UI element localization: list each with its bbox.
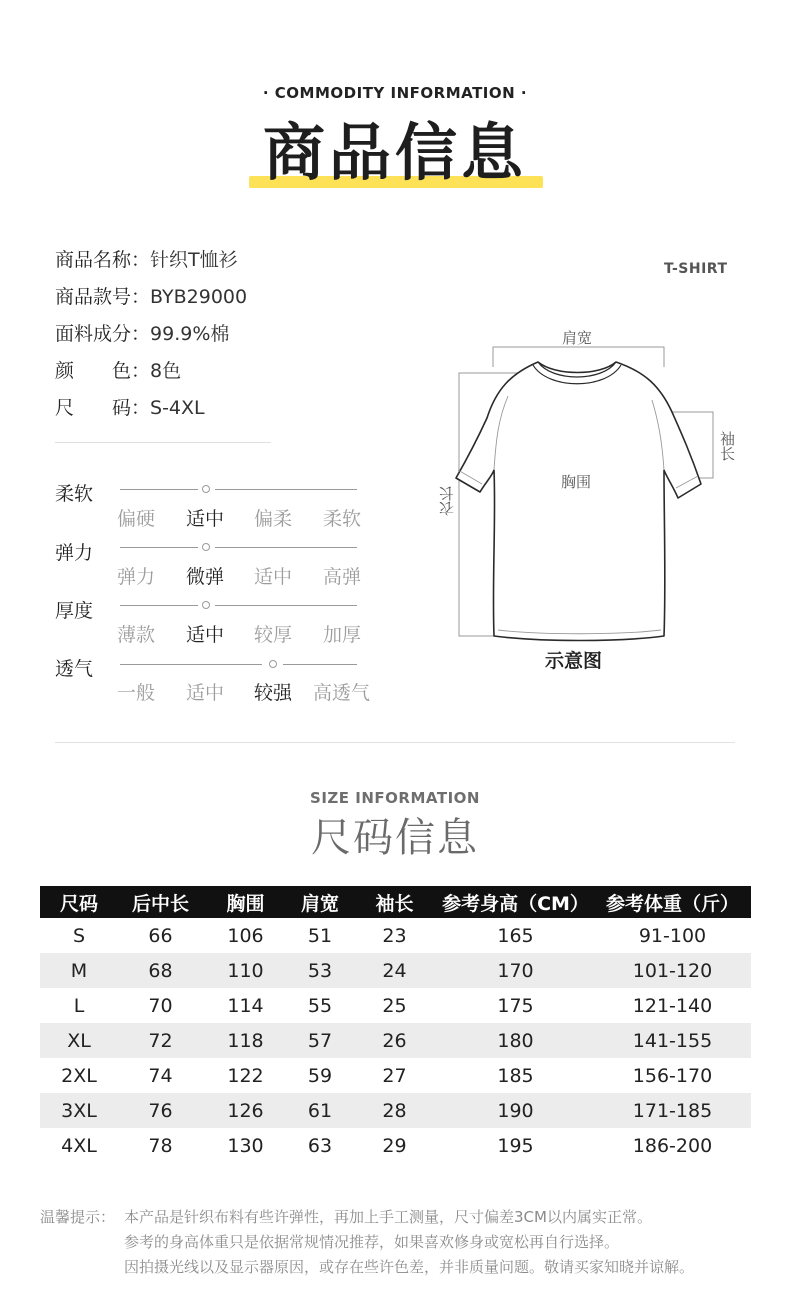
table-cell: 3XL [61,1099,97,1122]
thickness-option: 较厚 [254,624,293,646]
table-cell: 4XL [61,1134,97,1157]
table-cell: 25 [382,994,407,1017]
table-cell: 156-170 [632,1064,713,1087]
thickness-scale-marker [202,601,210,609]
table-cell: 186-200 [632,1134,713,1157]
elasticity-scale-line-right [215,547,357,548]
header-shoulder: 肩宽 [300,892,339,915]
breathability-option: 一般 [117,682,156,704]
table-cell: 141-155 [632,1029,713,1052]
softness-option: 偏柔 [254,508,293,530]
breathability-option: 适中 [186,682,225,704]
table-cell: 26 [382,1029,407,1052]
table-cell: 27 [382,1064,407,1087]
table-cell: 23 [382,924,407,947]
thickness-scale-line-right [215,605,357,606]
table-cell: 61 [307,1099,333,1122]
table-cell: 63 [307,1134,333,1157]
table-cell: 74 [148,1064,173,1087]
table-row [40,1128,751,1163]
table-cell: 106 [227,924,264,947]
thickness-title: 厚度 [55,600,94,622]
size-range-value: S-4XL [150,397,205,419]
table-cell: L [73,994,85,1017]
table-cell: 121-140 [632,994,713,1017]
table-cell: 28 [382,1099,407,1122]
section-divider [55,742,735,743]
elasticity-option: 高弹 [323,566,362,588]
table-row [40,1093,751,1128]
thickness-option: 加厚 [323,624,362,646]
breathability-scale-line-right [283,664,357,665]
softness-title: 柔软 [55,483,94,505]
softness-scale-line-left [120,489,198,490]
length-label: 衣长 [438,486,456,516]
fabric-label: 面料成分： [55,323,151,345]
header-chest: 胸围 [226,892,265,915]
table-cell: 66 [148,924,173,947]
table-cell: S [72,924,86,947]
thickness-scale-line-left [120,605,198,606]
elasticity-scale-line-left [120,547,198,548]
size-table-header [40,886,751,918]
size-table [40,886,751,1163]
table-cell: M [70,959,88,982]
thickness-option-selected: 适中 [186,624,225,646]
table-cell: 29 [382,1134,407,1157]
table-cell: 126 [227,1099,264,1122]
header-size: 尺码 [59,892,98,915]
table-row [40,953,751,988]
color-row [55,359,181,383]
shoulder-measure-line [493,347,664,367]
table-cell: 76 [148,1099,173,1122]
table-row [40,1058,751,1093]
product-name-row [55,248,238,272]
table-row [40,988,751,1023]
table-cell: 24 [382,959,407,982]
product-code-label: 商品款号： [55,286,151,308]
table-cell: 101-120 [632,959,713,982]
chest-label: 胸围 [561,473,592,491]
table-row [40,1023,751,1058]
softness-scale-marker [202,485,210,493]
fabric-value: 99.9%棉 [150,323,230,345]
fabric-row [55,322,229,346]
softness-option: 偏硬 [117,508,156,530]
header-sleeve: 袖长 [375,892,414,915]
table-cell: 78 [148,1134,173,1157]
table-cell: 175 [497,994,534,1017]
thickness-option: 薄款 [117,624,156,646]
softness-scale-line-right [215,489,357,490]
elasticity-title: 弹力 [55,542,94,564]
commodity-info-title-text: 商品信息 [262,116,527,189]
table-cell: 122 [227,1064,264,1087]
table-cell: 195 [497,1134,534,1157]
header-back-length: 后中长 [131,892,189,915]
notes-label: 温馨提示： [40,1208,116,1226]
table-cell: 114 [227,994,264,1017]
breathability-scale-marker [269,660,277,668]
table-row [40,918,751,953]
elasticity-option: 弹力 [117,566,156,588]
notes-line: 本产品是针织布料有些许弹性，再加上手工测量，尺寸偏差3CM以内属实正常。 [124,1208,652,1226]
size-info-title: 尺码信息 [311,815,479,861]
size-range-row [55,396,205,420]
commodity-info-title-wrap [0,116,790,190]
table-cell: 59 [307,1064,333,1087]
notes-line: 因拍摄光线以及显示器原因，或存在些许色差，并非质量问题。敬请买家知晓并谅解。 [124,1258,695,1276]
tshirt-tag: T-SHIRT [664,261,728,277]
table-cell: 185 [497,1064,534,1087]
elasticity-scale-marker [202,543,210,551]
table-cell: 72 [148,1029,173,1052]
product-code-row [55,285,247,309]
size-range-label: 尺 码： [55,397,151,419]
table-cell: 68 [148,959,173,982]
color-value: 8色 [150,360,182,382]
sleeve-label: 袖长 [718,431,736,461]
table-cell: 110 [227,959,264,982]
elasticity-option-selected: 微弹 [186,566,225,588]
table-cell: 190 [497,1099,534,1122]
table-cell: 130 [227,1134,264,1157]
elasticity-option: 适中 [254,566,293,588]
breathability-option-selected: 较强 [254,682,293,704]
breathability-title: 透气 [55,658,94,680]
table-cell: 53 [307,959,333,982]
commodity-info-title [257,116,533,190]
table-cell: 51 [307,924,333,947]
table-cell: 171-185 [632,1099,713,1122]
commodity-info-subtitle: · COMMODITY INFORMATION · [262,84,528,102]
header-height: 参考身高（CM） [442,892,589,915]
tshirt-body-outline [456,362,701,641]
size-info-subtitle: SIZE INFORMATION [310,789,480,807]
softness-option: 柔软 [323,508,362,530]
product-name-value: 针织T恤衫 [150,249,238,271]
table-cell: 170 [497,959,534,982]
notes-line: 参考的身高体重只是依据常规情况推荐，如果喜欢修身或宽松再自行选择。 [124,1233,620,1251]
product-code-value: BYB29000 [150,286,248,308]
table-cell: XL [67,1029,91,1052]
shoulder-label: 肩宽 [562,329,593,347]
table-cell: 118 [227,1029,264,1052]
color-label: 颜 色： [55,360,151,382]
info-divider [55,442,271,443]
softness-option-selected: 适中 [186,508,225,530]
diagram-caption: 示意图 [545,650,603,672]
breathability-scale-line-left [120,664,262,665]
table-cell: 55 [307,994,333,1017]
table-cell: 91-100 [638,924,707,947]
product-name-label: 商品名称： [55,249,151,271]
table-cell: 165 [497,924,534,947]
breathability-option: 高透气 [313,682,371,704]
table-cell: 70 [148,994,173,1017]
table-cell: 180 [497,1029,534,1052]
table-cell: 2XL [61,1064,97,1087]
header-weight: 参考体重（斤） [605,892,739,915]
table-cell: 57 [307,1029,333,1052]
